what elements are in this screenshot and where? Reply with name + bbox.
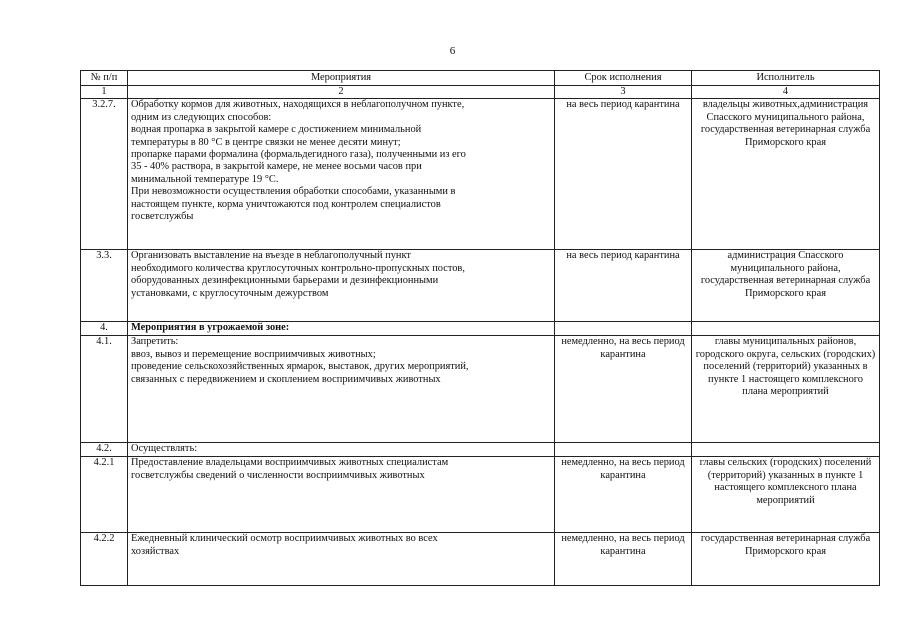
activity-line: одним из следующих способов: <box>131 111 272 123</box>
row-activity <box>128 322 555 336</box>
row-activity <box>128 443 555 457</box>
row-executor: администрация Спасского муниципального района, государственная ветеринарная служба Приморского края <box>692 250 880 322</box>
row-deadline: немедленно, на весь период карантина <box>555 533 692 586</box>
row-number: 4.2.2 <box>81 533 128 586</box>
activity-line: пропарке парами формалина (формальдегидного газа), полученными из его <box>131 149 466 161</box>
section-title: Мероприятия в угрожаемой зоне: <box>131 322 290 334</box>
header-activities: Мероприятия <box>128 71 555 86</box>
row-deadline: немедленно, на весь период карантина <box>555 457 692 533</box>
activity-line: связанных с передвижением и скоплением восприимчивых животных <box>131 373 441 385</box>
row-deadline <box>555 443 692 457</box>
activity-line: водная пропарка в закрытой камере с достижением минимальной <box>131 124 422 136</box>
header-row <box>81 71 880 86</box>
table-row <box>81 336 880 443</box>
column-index-row <box>81 86 880 99</box>
activity-line: Предоставление владельцами восприимчивых животных специалистам <box>131 457 449 469</box>
page-number: 6 <box>449 45 456 57</box>
row-executor: государственная ветеринарная служба Приморского края <box>692 533 880 586</box>
row-number: 4.2. <box>81 443 128 457</box>
table-row <box>81 250 880 322</box>
table-row <box>81 533 880 586</box>
activity-line: необходимого количества круглосуточных контрольно-пропускных постов, <box>131 262 465 274</box>
row-number: 4.2.1 <box>81 457 128 533</box>
activity-line: госветслужбы сведений о численности восприимчивых животных <box>131 469 425 481</box>
index-cell: 1 <box>81 86 128 99</box>
row-number: 3.3. <box>81 250 128 322</box>
row-deadline <box>555 322 692 336</box>
activity-line: проведение сельскохозяйственных ярмарок, выставок, других мероприятий, <box>131 361 469 373</box>
row-executor <box>692 322 880 336</box>
row-activity <box>128 457 555 533</box>
table-row <box>81 457 880 533</box>
row-number: 3.2.7. <box>81 99 128 250</box>
activity-line: Запретить: <box>131 336 179 348</box>
index-cell: 4 <box>692 86 880 99</box>
measures-table <box>80 70 880 586</box>
table-row <box>81 443 880 457</box>
header-executor: Исполнитель <box>692 71 880 86</box>
activity-line: ввоз, вывоз и перемещение восприимчивых животных; <box>131 348 376 360</box>
row-number: 4. <box>81 322 128 336</box>
row-number: 4.1. <box>81 336 128 443</box>
row-activity <box>128 336 555 443</box>
header-deadline: Срок исполнения <box>555 71 692 86</box>
index-cell: 2 <box>128 86 555 99</box>
row-executor <box>692 443 880 457</box>
activity-line: установками, с круглосуточным дежурством <box>131 287 329 299</box>
activity-line: Осуществлять: <box>131 443 198 455</box>
section-row <box>81 322 880 336</box>
row-deadline: немедленно, на весь период карантина <box>555 336 692 443</box>
activity-line: При невозможности осуществления обработки способами, указанными в <box>131 186 456 198</box>
activity-line: минимальной температуре 19 °С. <box>131 173 279 185</box>
activity-line: оборудованных дезинфекционными барьерами и дезинфекционными <box>131 275 439 287</box>
header-number: № п/п <box>81 71 128 86</box>
activity-line: настоящем пункте, корма уничтожаются под контролем специалистов <box>131 198 441 210</box>
activity-line: Организовать выставление на въезде в неблагополучный пункт <box>131 250 411 262</box>
row-executor: владельцы животных,администрация Спасского муниципального района, государственная ветеринарная служба Приморского края <box>692 99 880 250</box>
activity-line: Обработку кормов для животных, находящихся в неблагополучном пункте, <box>131 99 465 111</box>
activity-line: госветслужбы <box>131 211 194 223</box>
activity-line: температуры в 80 °С в центре связки не менее десяти минут; <box>131 136 401 148</box>
activity-line: Ежедневный клинический осмотр восприимчивых животных во всех <box>131 533 438 545</box>
table-row <box>81 99 880 250</box>
activity-line: хозяйствах <box>131 545 180 557</box>
activity-line: 35 - 40% раствора, в закрытой камере, не менее восьми часов при <box>131 161 422 173</box>
row-activity <box>128 250 555 322</box>
index-cell: 3 <box>555 86 692 99</box>
row-deadline: на весь период карантина <box>555 99 692 250</box>
row-executor: главы муниципальных районов, городского округа, сельских (городских) поселений (территорий) указанных в пункте 1 настоящего комплексного плана мероприятий <box>692 336 880 443</box>
row-activity <box>128 99 555 250</box>
row-executor: главы сельских (городских) поселений (территорий) указанных в пункте 1 настоящего комплексного плана мероприятий <box>692 457 880 533</box>
row-deadline: на весь период карантина <box>555 250 692 322</box>
row-activity <box>128 533 555 586</box>
